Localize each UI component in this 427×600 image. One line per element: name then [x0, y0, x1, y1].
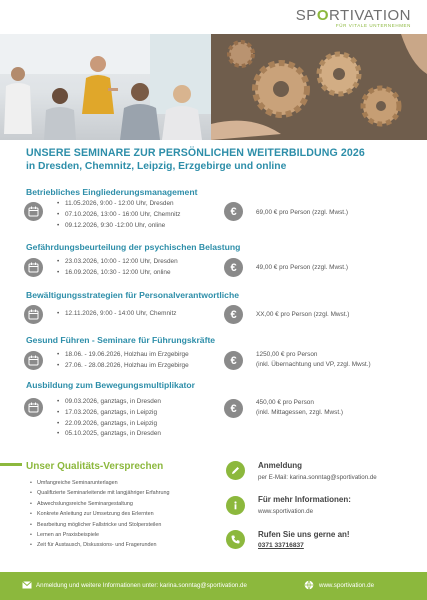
list-item: • Konkrete Anleitung zur Umsetzung des Erlernten: [30, 509, 169, 519]
footer-website[interactable]: www.sportivation.de: [319, 582, 375, 589]
gears-photo: [211, 34, 427, 140]
website-link[interactable]: www.sportivation.de: [258, 508, 314, 515]
date-item: • 09.03.2026, ganztags, in Dresden: [57, 397, 161, 408]
seminar-title: Gefährdungsbeurteilung der psychischen Belastung: [26, 242, 241, 252]
quality-title: Unser Qualitäts-Versprechen: [26, 461, 164, 472]
bottom-section: [0, 455, 427, 575]
logo-part-o: O: [316, 7, 329, 24]
date-item: • 17.03.2026, ganztags, in Leipzig: [57, 408, 161, 419]
date-item: • 11.05.2026, 9:00 - 12:00 Uhr, Dresden: [57, 199, 180, 210]
price: [256, 208, 348, 218]
euro-icon: €: [224, 399, 243, 418]
date-list: [57, 257, 178, 279]
calendar-icon: [24, 202, 43, 221]
euro-icon: €: [224, 351, 243, 370]
info-title: Für mehr Informationen:: [258, 495, 351, 504]
accent-bar: [0, 463, 22, 466]
list-item: • Abwechslungsreiche Seminargestaltung: [30, 499, 169, 509]
date-item: • 27.06. - 28.08.2026, Holzhau im Erzgebirge: [57, 361, 189, 372]
registration-email[interactable]: per E-Mail: karina.sonntag@sportivation.de: [258, 474, 377, 481]
euro-icon: €: [224, 305, 243, 324]
price: [256, 350, 371, 369]
price: [256, 398, 343, 417]
call-title: Rufen Sie uns gerne an!: [258, 530, 350, 539]
calendar-icon: [24, 305, 43, 324]
seminar-title: Bewältigungsstrategien für Personalverantwortliche: [26, 290, 239, 300]
euro-icon: €: [224, 258, 243, 277]
info-icon: [226, 496, 245, 515]
date-item: • 12.11.2026, 9:00 - 14:00 Uhr, Chemnitz: [57, 309, 176, 320]
footer: [0, 572, 427, 600]
list-item: • Qualifizierte Seminarleitende mit langjähriger Erfahrung: [30, 488, 169, 498]
calendar-icon: [24, 258, 43, 277]
price-line: 49,00 € pro Person (zzgl. Mwst.): [256, 264, 348, 271]
list-item: • Zeit für Austausch, Diskussions- und Fragerunden: [30, 540, 169, 550]
date-item: • 18.06. - 19.06.2026, Holzhau im Erzgebirge: [57, 350, 189, 361]
photo-banner: [0, 34, 427, 140]
list-item: • Bearbeitung möglicher Fallstricke und Stolpersteilen: [30, 520, 169, 530]
quality-panel: [0, 455, 210, 571]
date-item: • 23.03.2026, 10:00 - 12:00 Uhr, Dresden: [57, 257, 178, 268]
seminar-title: Betriebliches Eingliederungsmanagement: [26, 187, 198, 197]
page-title: UNSERE SEMINARE ZUR PERSÖNLICHEN WEITERBILDUNG 2026: [26, 147, 365, 159]
price: [256, 263, 348, 273]
price: [256, 310, 349, 320]
footer-mail-text[interactable]: Anmeldung und weitere Informationen unter: karina.sonntag@sportivation.de: [36, 582, 247, 589]
seminar-photo: [0, 34, 211, 140]
phone-icon: [226, 530, 245, 549]
date-list: [57, 309, 176, 320]
logo-wordmark: [296, 7, 411, 24]
date-list: [57, 350, 189, 372]
price-line: 450,00 € pro Person: [256, 399, 314, 406]
mail-icon: [22, 581, 32, 589]
date-item: • 16.09.2026, 10:30 - 12:00 Uhr, online: [57, 268, 178, 279]
list-item: • Umfangreiche Seminarunterlagen: [30, 478, 169, 488]
date-list: [57, 199, 180, 231]
price-line: (inkl. Mittagessen, zzgl. Mwst.): [256, 408, 344, 416]
list-item: • Lernen an Praxisbeispiele: [30, 530, 169, 540]
price-line: XX,00 € pro Person (zzgl. Mwst.): [256, 311, 350, 318]
logo-tagline: FÜR VITALE UNTERNEHMEN: [335, 23, 411, 28]
date-item: • 05.10.2025, ganztags, in Dresden: [57, 429, 161, 440]
quality-list: [30, 478, 169, 551]
pencil-icon: [226, 461, 245, 480]
calendar-icon: [24, 351, 43, 370]
date-item: • 09.12.2026, 9:30 -12:00 Uhr, online: [57, 221, 180, 232]
calendar-icon: [24, 398, 43, 417]
registration-title: Anmeldung: [258, 461, 302, 470]
price-line: (inkl. Übernachtung und VP, zzgl. Mwst.): [256, 360, 371, 368]
price-line: 69,00 € pro Person (zzgl. Mwst.): [256, 209, 348, 216]
date-item: • 07.10.2026, 13:00 - 16:00 Uhr, Chemnitz: [57, 210, 180, 221]
price-line: 1250,00 € pro Person: [256, 351, 318, 358]
page-subtitle: in Dresden, Chemnitz, Leipzig, Erzgebirge und online: [26, 161, 287, 172]
date-list: [57, 397, 161, 440]
phone-number[interactable]: 0371 33716837: [258, 542, 304, 549]
seminar-title: Gesund Führen - Seminare für Führungskräfte: [26, 335, 216, 345]
date-item: • 22.09.2026, ganztags, in Leipzig: [57, 419, 161, 430]
logo: [296, 7, 411, 28]
logo-part-sp: SP: [295, 7, 317, 24]
logo-part-rest: RTIVATION: [328, 7, 411, 24]
euro-icon: €: [224, 202, 243, 221]
globe-icon: [304, 580, 314, 590]
title-block: [26, 147, 365, 172]
seminar-title: Ausbildung zum Bewegungsmultiplikator: [26, 380, 196, 390]
